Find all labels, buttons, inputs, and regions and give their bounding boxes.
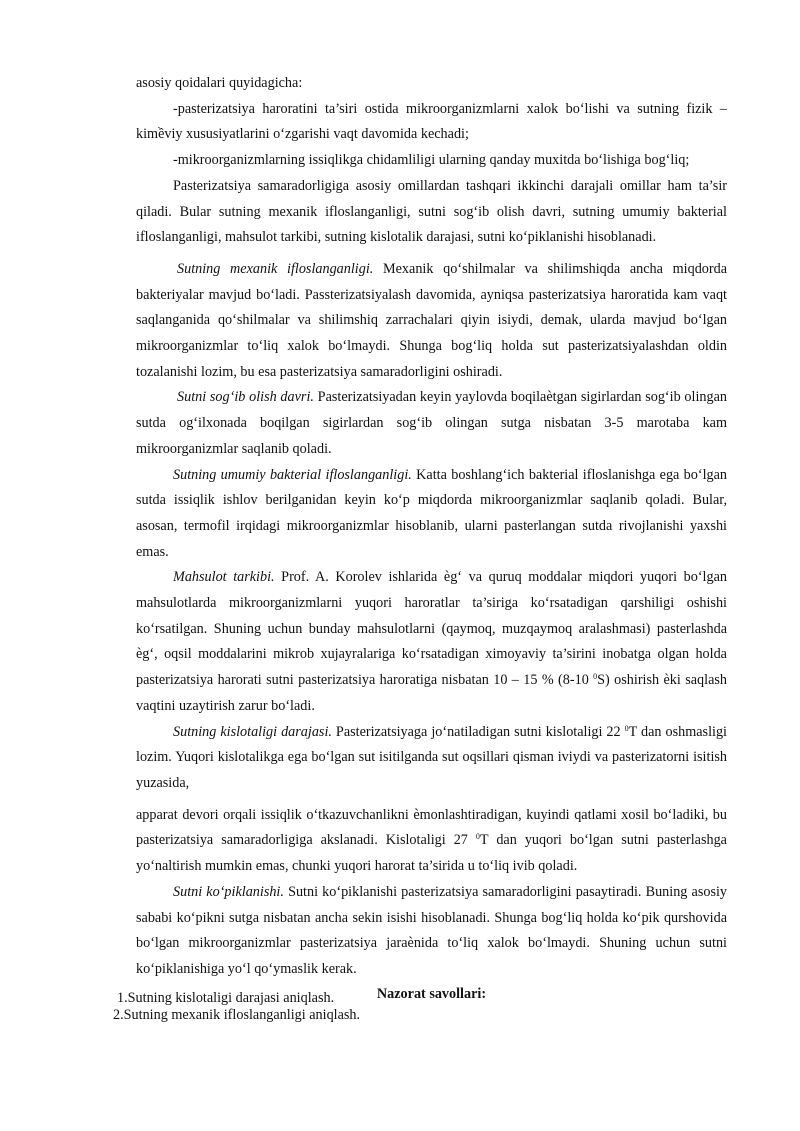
question-item: 2.Sutning mexanik ifloslanganligi aniqlash. [113,1007,361,1023]
bullet-item: -pasterizatsiya haroratini ta’siri ostida mikroorganizmlarni xalok bo‘lishi va sutning fizik – kimềviy xususiyatlarini o‘zgarishi vaqt davomida kechadi; [136,100,727,143]
paragraph-text: Pasterizatsiyadan keyin yaylovda boqilaètgan sigirlardan sog‘ib olingan sutda og‘ilxonada boqilgan sigirlardan sog‘ib olingan sutga nisbatan 3-5 marotaba kam mikroorganizmlar saqlanib qoladi. [136,389,727,457]
question-item: 1.Sutning kislotaligi darajasi aniqlash. [117,990,335,1006]
foaming-paragraph [136,880,727,983]
paragraph-term: Sutni sog‘ib olish davri. [177,389,314,406]
paragraph-text: Katta boshlang‘ich bakterial ifloslanishga ega bo‘lgan sutda issiqlik ishlov berilganidan keyin ko‘p miqdorda mikroorganizmlar saqlanib qoladi. Bular, asosan, termofil irqidagi mikroorganizmlar hisoblanib, ularni pasterlangan sutda rivojlanishi yaxshi emas. [136,466,728,560]
paragraph-term: Sutning mexanik ifloslanganligi. [177,260,374,277]
factors-paragraph: Pasterizatsiya samaradorligiga asosiy omillardan tashqari ikkinchi darajali omillar ham ta’sir qiladi. Bular sutning mexanik ifloslanganligi, sutni sog‘ib olish davri, sutning umumiy bakterial ifloslanganligi, mahsulot tarkibi, sutning kislotalik darajasi, sutni ko‘piklanishi hisoblanadi. [136,177,727,246]
paragraph-text: apparat devori orqali issiqlik o‘tkazuvchanlikni èmonlashtiradigan, kuyindi qatlami xosil bo‘ladiki, bu pasterizatsiya samaradorligiga akslanadi. Kislotaligi 27 [136,806,727,849]
product-composition-paragraph [136,565,727,719]
bacterial-contamination-paragraph [136,463,727,566]
intro-line: asosiy qoidalari quyidagicha: [136,75,303,91]
paragraph-term: Sutning kislotaligi darajasi. [173,723,332,740]
paragraph-term: Sutning umumiy bakterial ifloslanganligi. [173,466,412,483]
paragraph-text: T dan yuqori bo‘lgan sutni pasterlashga yo‘naltirish mumkin emas, chunki yuqori harorat ta’sirida u to‘liq ivib qoladi. [136,832,727,875]
paragraph-text: T dan oshmasligi lozim. Yuqori kislotalikga ega bo‘lgan sut isitilganda sut oqsillari qisman iviydi va pasterizatorni isitish yuzasida, [136,723,727,791]
paragraph-text: Sutni ko‘piklanishi pasterizatsiya samaradorligini pasaytiradi. Buning asosiy sababi ko‘pikni sutga nisbatan ancha sekin isishi hisoblanadi. Shunga bog‘liq holda ko‘pik qurshovida bo‘lgan mikroorganizmlar pasterizatsiya jaraènida to‘liq xalok bo‘lmaydi. Shuning uchun sutni ko‘piklanishiga yo‘l qo‘ymaslik kerak. [136,883,727,977]
paragraph-text: S) oshirish èki saqlash vaqtini uzaytirish zarur bo‘ladi. [136,672,727,714]
paragraph-text: Mexanik qo‘shilmalar va shilimshiqda ancha miqdorda bakteriyalar mavjud bo‘ladi. Passterizatsiyalash davomida, ayniqsa pasterizatsiya haroratida kam vaqt saqlanganida qo‘shilmalar va shilimshiq zarrachalari qiyin isiydi, demak, ularda mavjud bo‘lgan mikroorganizmlar to‘liq xalok bo‘lmaydi. Shunga bog‘liq holda sut pasterizatsiyalashdan oldin tozalanishi lozim, bu esa pasterizatsiya samaradorligini oshiradi. [136,260,727,380]
paragraph-term: Mahsulot tarkibi. [173,569,275,586]
apparatus-paragraph [136,803,727,880]
paragraph-text: Prof. A. Korolev ishlarida èg‘ va quruq moddalar miqdori yuqori bo‘lgan mahsulotlarda mikroorganizmlarni yuqori haroratlar ta’siriga ko‘rsatadigan qarshiligi oshishi ko‘rsatilgan. Shuning uchun bunday mahsulotlarni (qaymoq, muzqaymoq aralashmasi) pasterlashda èg‘, oqsil moddalarini mikrob xujayralariga ko‘rsatadigan ximoyaviy ta’sirini inobatga olgan holda pasterizatsiya harorati sutni pasterizatsiya haroratiga nisbatan 10 – 15 % (8-10 [136,569,727,689]
acidity-paragraph [136,720,727,797]
mechanical-contamination-paragraph [136,257,727,386]
degree-superscript: 0 [475,832,480,842]
degree-superscript: 0 [624,723,629,733]
paragraph-text: Pasterizatsiyaga jo‘natiladigan sutni kislotaligi 22 [331,723,625,740]
milking-period-paragraph [136,385,727,462]
document-body [136,71,727,1004]
control-questions-heading: Nazorat savollari: [376,985,487,1002]
paragraph-term: Sutni ko‘piklanishi. [173,883,284,900]
degree-superscript: 0 [593,672,598,682]
bullet-item: -mikroorganizmlarning issiqlikga chidamliligi ularning qanday muxitda bo‘lishiga bog‘liq; [173,152,690,169]
